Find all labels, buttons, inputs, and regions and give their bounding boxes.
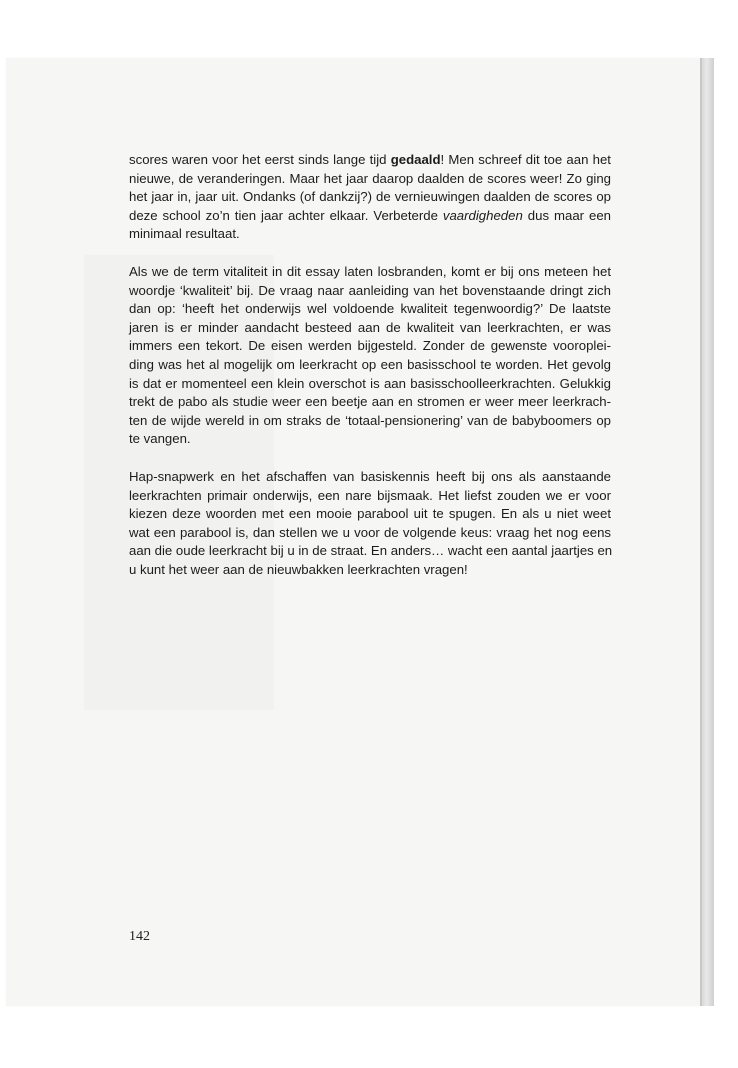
text-line [129, 356, 611, 375]
text-segment: aan die oude leerkracht bij u in de straat. En anders… wacht een aantal jaartjes en [129, 543, 613, 559]
text-segment: minimaal resultaat. [129, 226, 240, 242]
page-number: 142 [129, 929, 150, 944]
text-segment: ten de wijde wereld in om straks de ‘totaal-pensionering’ van de babyboomers op [129, 412, 611, 428]
text-line [129, 300, 611, 319]
text-line [129, 170, 611, 189]
text-segment: is dat er momenteel een klein overschot is aan basisschoolleerkrachten. Gelukkig [129, 375, 611, 391]
text-line [129, 430, 611, 449]
text-segment: het jaar in, jaar uit. Ondanks (of dankzij?) de vernieuwingen daalden de scores op [129, 189, 611, 205]
text-segment: ding was het al mogelijk om leerkracht op een basisschool te worden. Het gevolg [129, 356, 611, 372]
text-segment: Als we de term vitaliteit in dit essay laten losbranden, komt er bij ons meteen het [129, 263, 611, 279]
text-segment: Hap-snapwerk en het afschaffen van basiskennis heeft bij ons als aanstaande [129, 468, 611, 484]
text-segment: immers een tekort. De eisen werden bijgesteld. Zonder de gewenste vooroplei- [129, 338, 611, 354]
text-segment: te vangen. [129, 431, 191, 447]
text-line [129, 542, 611, 561]
text-line [129, 393, 611, 412]
text-line [129, 375, 611, 394]
text-line [129, 188, 611, 207]
paragraph-1 [129, 151, 611, 244]
paragraph-2 [129, 263, 611, 449]
text-line [129, 319, 611, 338]
text-line [129, 225, 611, 244]
text-segment: scores waren voor het eerst sinds lange tijd [129, 152, 391, 167]
text-segment: u kunt het weer aan de nieuwbakken leerkrachten vragen! [129, 561, 468, 577]
text-segment: dan op: ‘heeft het onderwijs wel voldoende kwaliteit tegenwoordig?’ De laatste [129, 301, 611, 317]
text-segment: dus maar een [522, 207, 612, 223]
text-line [129, 487, 611, 506]
italic-word: vaardigheden [442, 207, 523, 223]
text-line [129, 282, 611, 301]
text-line [129, 505, 611, 524]
text-segment: wat een parabool is, dan stellen we u voor de volgende keus: vraag het nog eens [129, 524, 611, 540]
body-text [129, 151, 611, 598]
page-edge [702, 58, 714, 1006]
text-segment: ! Men schreef dit toe aan het [440, 152, 611, 167]
text-segment: kiezen deze woorden met een mooie parabool uit te spugen. En als u niet weet [129, 506, 611, 522]
text-line [129, 524, 611, 543]
text-segment: woordje ‘kwaliteit’ bij. De vraag naar aanleiding van het bovenstaande dringt zich [129, 282, 611, 298]
text-line [129, 151, 611, 170]
text-line [129, 561, 611, 580]
text-line [129, 412, 611, 431]
text-line [129, 207, 611, 226]
bold-word: gedaald [390, 152, 441, 167]
text-segment: nieuwe, de veranderingen. Maar het jaar daarop daalden de scores weer! Zo ging [129, 170, 611, 186]
text-line [129, 263, 611, 282]
text-segment: trekt de pabo als studie weer een beetje aan en stromen er weer meer leerkrach- [129, 394, 611, 410]
text-segment: jaren is er minder aandacht besteed aan de kwaliteit van leerkrachten, er was [129, 319, 611, 335]
text-line [129, 337, 611, 356]
text-segment: deze school zo’n tien jaar achter elkaar. Verbeterde [129, 207, 443, 223]
text-segment: leerkrachten primair onderwijs, een nare bijsmaak. Het liefst zouden we er voor [129, 487, 611, 503]
paragraph-3 [129, 468, 611, 580]
text-line [129, 468, 611, 487]
